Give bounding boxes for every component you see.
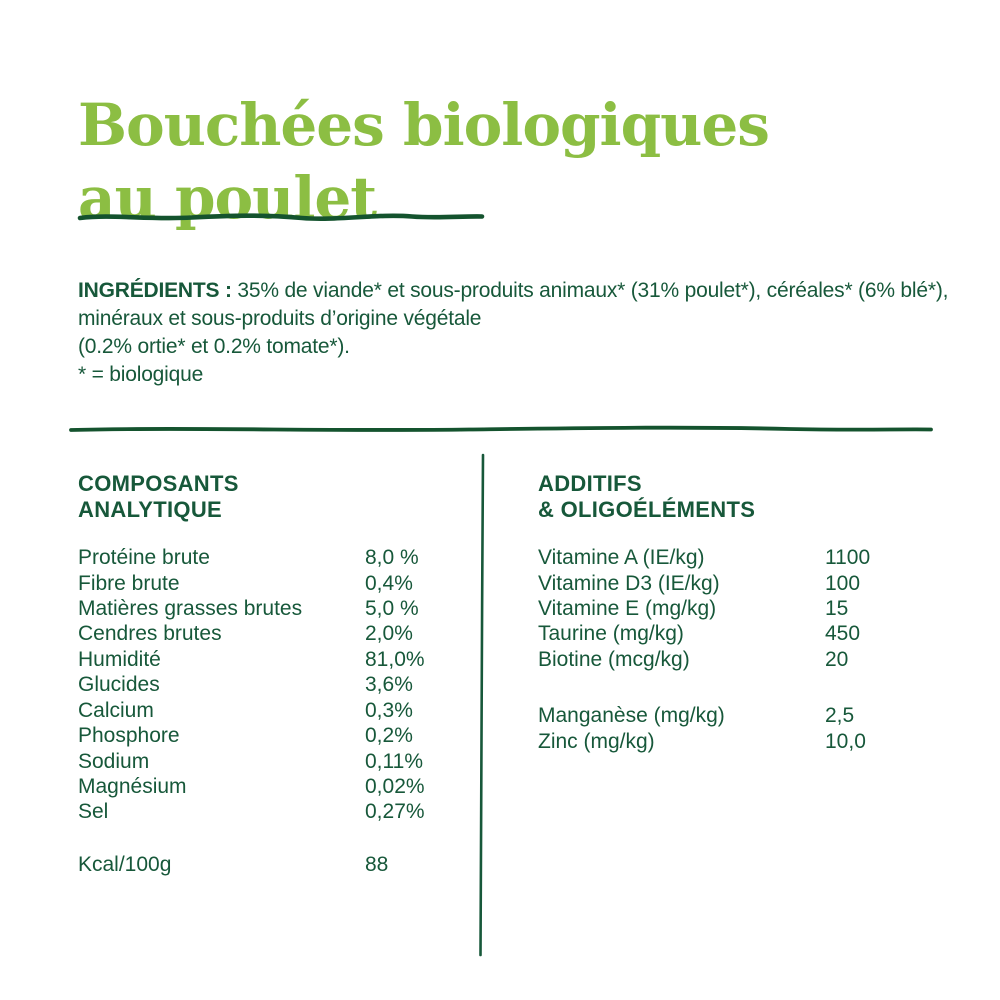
table-row bbox=[78, 723, 473, 748]
row-label: Taurine (mg/kg) bbox=[538, 622, 684, 646]
row-label: Sodium bbox=[78, 749, 150, 773]
table-row bbox=[538, 596, 933, 621]
table-row bbox=[78, 749, 473, 774]
row-value: 1100 bbox=[825, 546, 871, 570]
row-label: Kcal/100g bbox=[78, 852, 172, 876]
row-value: 100 bbox=[825, 571, 861, 595]
ingredients-line2: (0.2% ortie* et 0.2% tomate*). bbox=[78, 335, 350, 358]
row-label: Magnésium bbox=[78, 774, 187, 798]
table-row bbox=[78, 647, 473, 672]
page-title-line1: Bouchées biologiques bbox=[78, 90, 769, 159]
row-value: 8,0 % bbox=[365, 546, 419, 570]
table-row bbox=[538, 703, 933, 728]
row-label: Biotine (mcg/kg) bbox=[538, 647, 690, 671]
additives-section bbox=[538, 453, 933, 754]
horizontal-divider-line bbox=[69, 423, 933, 435]
row-value: 0,3% bbox=[365, 698, 413, 722]
analytical-table bbox=[78, 545, 473, 877]
table-row bbox=[538, 729, 933, 754]
row-label: Vitamine E (mg/kg) bbox=[538, 597, 717, 621]
row-label: Zinc (mg/kg) bbox=[538, 729, 655, 753]
analytical-components-section bbox=[78, 453, 473, 877]
row-label: Phosphore bbox=[78, 724, 180, 748]
analytical-heading-line2: ANALYTIQUE bbox=[78, 497, 222, 523]
additives-heading-line2: & OLIGOÉLÉMENTS bbox=[538, 497, 756, 523]
ingredients-line1: 35% de viande* et sous-produits animaux* (31% poulet*), céréales* (6% blé*), minéraux et sous-produits d’origine végétale bbox=[78, 279, 949, 330]
additives-table bbox=[538, 545, 933, 754]
ingredients-label: INGRÉDIENTS : bbox=[78, 279, 238, 302]
row-label: Manganèse (mg/kg) bbox=[538, 704, 725, 728]
table-row bbox=[78, 799, 473, 824]
energy-row bbox=[78, 852, 473, 877]
title-underline-wavy-line bbox=[77, 209, 485, 225]
table-row bbox=[538, 647, 933, 672]
row-label: Glucides bbox=[78, 673, 160, 697]
ingredients-text bbox=[78, 277, 968, 333]
table-row bbox=[78, 774, 473, 799]
row-label: Matières grasses brutes bbox=[78, 597, 303, 621]
row-value: 88 bbox=[365, 852, 389, 876]
vertical-divider-line bbox=[476, 452, 486, 958]
row-label: Protéine brute bbox=[78, 546, 210, 570]
row-value: 3,6% bbox=[365, 673, 413, 697]
row-label: Cendres brutes bbox=[78, 622, 222, 646]
row-label: Sel bbox=[78, 800, 109, 824]
row-value: 15 bbox=[825, 597, 849, 621]
ingredients-paragraph bbox=[78, 277, 968, 389]
row-value: 0,4% bbox=[365, 571, 413, 595]
table-row bbox=[538, 545, 933, 570]
analytical-heading-line1: COMPOSANTS bbox=[78, 471, 239, 497]
table-row bbox=[538, 571, 933, 596]
table-row bbox=[78, 698, 473, 723]
analytical-components-heading bbox=[78, 471, 473, 523]
ingredients-organic-note: * = biologique bbox=[78, 363, 204, 386]
row-value: 0,27% bbox=[365, 800, 425, 824]
row-label: Vitamine D3 (IE/kg) bbox=[538, 571, 720, 595]
row-value: 0,02% bbox=[365, 774, 425, 798]
row-value: 10,0 bbox=[825, 729, 866, 753]
table-row bbox=[78, 621, 473, 646]
table-row bbox=[78, 596, 473, 621]
row-value: 81,0% bbox=[365, 647, 425, 671]
row-label: Fibre brute bbox=[78, 571, 180, 595]
page-title-line2: au poulet bbox=[78, 163, 377, 232]
table-row bbox=[538, 621, 933, 646]
row-value: 20 bbox=[825, 647, 849, 671]
row-value: 2,5 bbox=[825, 704, 855, 728]
row-value: 2,0% bbox=[365, 622, 413, 646]
row-value: 450 bbox=[825, 622, 861, 646]
table-row bbox=[78, 545, 473, 570]
row-label: Calcium bbox=[78, 698, 154, 722]
row-label: Vitamine A (IE/kg) bbox=[538, 546, 705, 570]
row-value: 0,2% bbox=[365, 724, 413, 748]
minerals-group bbox=[538, 703, 933, 754]
additives-heading bbox=[538, 471, 933, 523]
table-row bbox=[78, 672, 473, 697]
additives-heading-line1: ADDITIFS bbox=[538, 471, 642, 497]
row-label: Humidité bbox=[78, 647, 161, 671]
table-row bbox=[78, 571, 473, 596]
row-value: 5,0 % bbox=[365, 597, 419, 621]
row-value: 0,11% bbox=[365, 749, 423, 773]
